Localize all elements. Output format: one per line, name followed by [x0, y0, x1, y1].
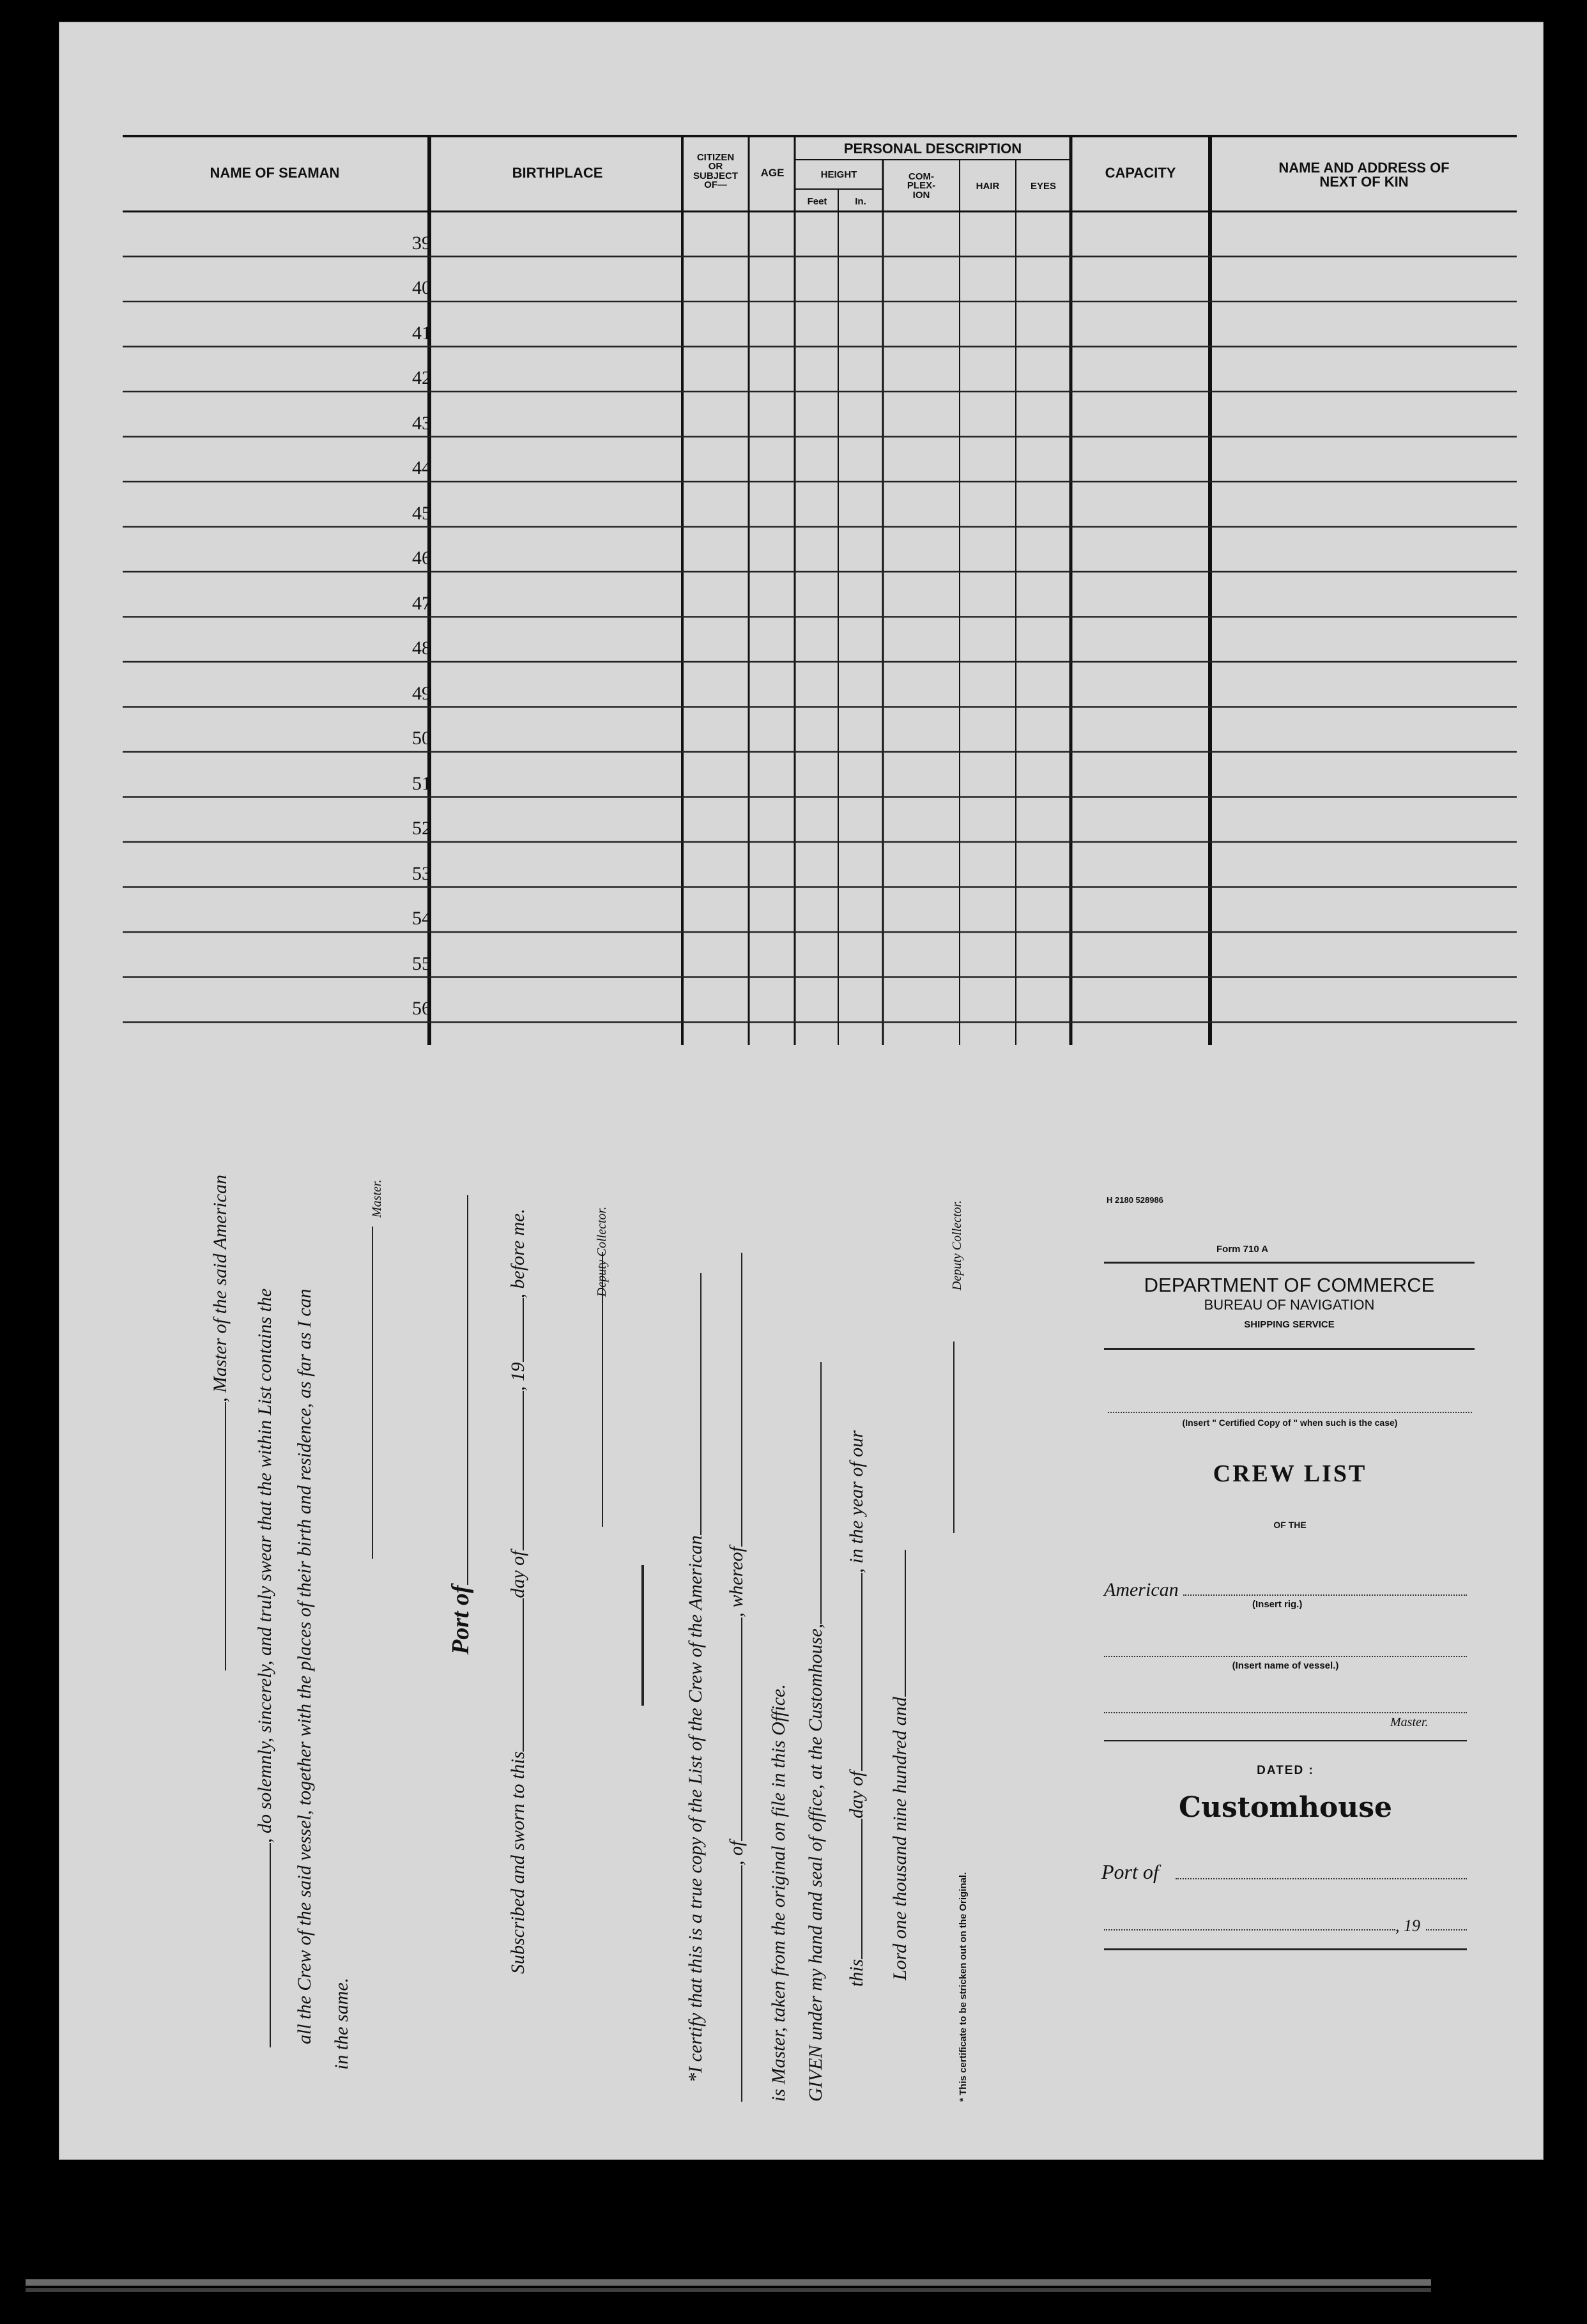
row-number: 44 — [412, 457, 431, 478]
oath-line-4: in the same. — [331, 1977, 352, 2070]
certificate-line-3: is Master, taken from the original on file in this Office. — [768, 1684, 789, 2102]
header-feet: Feet — [807, 196, 827, 207]
row-number: 55 — [412, 952, 431, 974]
year-field — [1426, 1929, 1467, 1930]
row-number: 52 — [412, 818, 431, 839]
vessel-name-field — [1104, 1656, 1467, 1657]
row-number: 39 — [412, 232, 431, 254]
dated-label: DATED : — [1257, 1764, 1314, 1777]
divider — [1104, 1740, 1467, 1741]
row-number: 42 — [412, 367, 431, 388]
row-number: 50 — [412, 728, 431, 749]
oath-master-signature — [358, 1227, 377, 1559]
header-age: AGE — [760, 167, 785, 179]
header-height: HEIGHT — [820, 169, 857, 180]
row-number: 54 — [412, 908, 431, 929]
certified-copy-field — [1108, 1412, 1472, 1413]
oath-line-3: all the Crew of the said vessel, together with the places of their birth and residence, as far as I can — [294, 1288, 315, 2044]
header-hair: HAIR — [976, 181, 1000, 192]
row-number: 45 — [412, 502, 431, 524]
row-number: 53 — [412, 862, 431, 884]
row-number: 43 — [412, 412, 431, 434]
form-number: Form 710 A — [1216, 1244, 1269, 1255]
row-number: 40 — [412, 277, 431, 298]
header-complexion: COM- PLEX- ION — [907, 171, 936, 201]
department-title: DEPARTMENT OF COMMERCE — [1144, 1274, 1435, 1296]
row-number: 51 — [412, 772, 431, 794]
oath-deputy-collector: Deputy Collector. — [595, 1206, 609, 1297]
master-field — [1104, 1712, 1467, 1713]
title-rule — [1104, 1348, 1475, 1350]
port-field — [1176, 1878, 1467, 1879]
header-citizen: CITIZEN OR SUBJECT OF— — [693, 152, 738, 190]
row-number: 56 — [412, 998, 431, 1019]
master-label: Master. — [1390, 1715, 1429, 1729]
header-birthplace: BIRTHPLACE — [512, 165, 603, 181]
certificate-footnote: * This certificate to be stricken out on the Original. — [958, 1872, 969, 2102]
oath-port-of: Port of — [448, 1195, 473, 1655]
port-of-label: Port of — [1101, 1860, 1159, 1883]
oath-line-2: , do solemnly, sincerely, and truly swear that the within List contains the — [256, 1288, 275, 2047]
certificate-line-4: GIVEN under my hand and seal of office, at the Customhouse, — [806, 1362, 825, 2102]
of-the-label: OF THE — [1273, 1520, 1307, 1530]
certificate-line-2: , of, whereof — [727, 1253, 746, 2102]
row-number: 48 — [412, 638, 431, 659]
row-number: 41 — [412, 322, 431, 344]
print-code: H 2180 528986 — [1107, 1195, 1163, 1205]
certificate-deputy-collector: Deputy Collector. — [950, 1200, 964, 1290]
header-capacity: CAPACITY — [1105, 165, 1176, 181]
nineteen-label: , 19 — [1395, 1916, 1420, 1935]
header-eyes: EYES — [1030, 181, 1057, 192]
section-divider — [641, 1565, 644, 1706]
oath-line-1: , Master of the said American — [211, 1175, 230, 1670]
certificate-line-6: Lord one thousand nine hundred and — [891, 1550, 910, 1980]
scan-edge — [26, 2279, 1431, 2286]
header-inches: In. — [855, 196, 866, 207]
certificate-line-1: *I certify that this is a true copy of the List of the Crew of the American — [686, 1273, 705, 2083]
row-number: 49 — [412, 682, 431, 704]
date-field — [1104, 1929, 1395, 1930]
header-name-of-seaman: NAME OF SEAMAN — [210, 165, 340, 181]
certificate-deputy-signature — [939, 1342, 958, 1533]
oath-subscribed: Subscribed and sworn to thisday of, 19, before me. — [507, 1208, 528, 1974]
rig-field — [1183, 1594, 1467, 1596]
service-title: SHIPPING SERVICE — [1244, 1319, 1335, 1330]
row-number: 46 — [412, 547, 431, 569]
crew-table-grid — [0, 0, 1587, 1060]
certificate-line-5: thisday of, in the year of our — [846, 1430, 867, 1987]
header-personal-description: PERSONAL DESCRIPTION — [843, 141, 1022, 157]
bottom-rule — [1104, 1948, 1467, 1950]
oath-master-label: Master. — [370, 1179, 384, 1218]
american-label: American — [1104, 1579, 1179, 1600]
customhouse-title: Customhouse — [1178, 1791, 1393, 1824]
header-next-of-kin: NAME AND ADDRESS OF NEXT OF KIN — [1278, 160, 1450, 190]
bureau-title: BUREAU OF NAVIGATION — [1204, 1297, 1375, 1313]
crew-list-title: CREW LIST — [1213, 1460, 1367, 1487]
insert-rig-note: (Insert rig.) — [1252, 1599, 1303, 1610]
title-rule — [1104, 1262, 1475, 1264]
row-number: 47 — [412, 592, 431, 614]
certified-copy-note: (Insert " Certified Copy of " when such is the case) — [1182, 1418, 1398, 1428]
scan-edge — [26, 2288, 1431, 2292]
insert-vessel-note: (Insert name of vessel.) — [1232, 1660, 1339, 1671]
